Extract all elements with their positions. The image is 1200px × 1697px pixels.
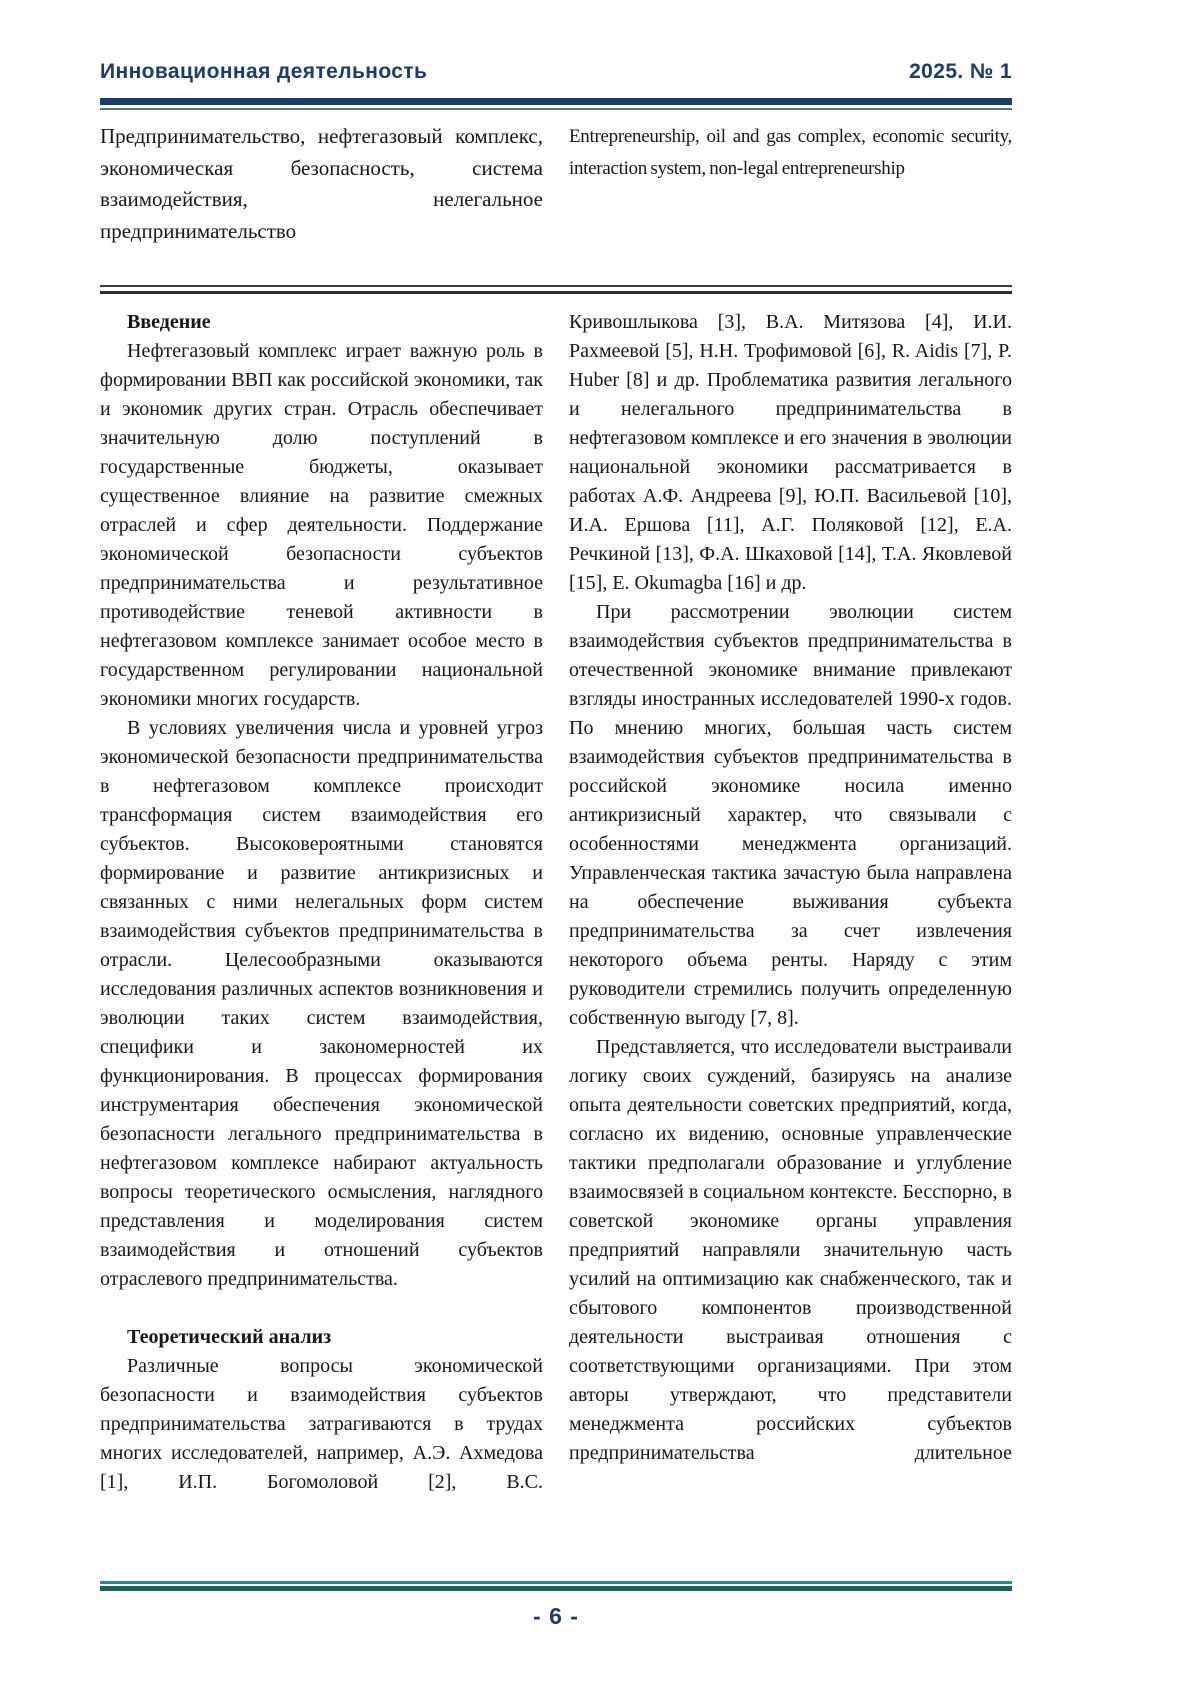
article-body: [100, 308, 1012, 1497]
intro-paragraph-2: В условиях увеличения числа и уровней угроз экономической безопасности предпринимательства в нефтегазовом комплексе происходит трансформация систем взаимодействия его субъектов. Высоковероятными становятся формирование и развитие антикризисных и связанных с ними нелегальных форм систем взаимодействия субъектов предпринимательства в отрасли. Целесообразными оказываются исследования различных аспектов возникновения и эволюции таких систем взаимодействия, специфики и закономерностей их функционирования. В процессах формирования инструментария обеспечения экономической безопасности легального предпринимательства в нефтегазовом комплексе набирают актуальность вопросы теоретического осмысления, наглядного представления и моделирования систем взаимодействия и отношений субъектов отраслевого предпринимательства.: [100, 717, 543, 1290]
page-header: [100, 60, 1012, 84]
evolution-paragraph: При рассмотрении эволюции систем взаимодействия субъектов предпринимательства в отечественной экономике внимание привлекают взгляды иностранных исследователей 1990-х годов. По мнению многих, большая часть систем взаимодействия субъектов предпринимательства в российской экономике носила именно антикризисный характер, что связывали с особенностями менеджмента организаций. Управленческая тактика зачастую была направлена на обеспечение выживания субъекта предпринимательства за счет извлечения некоторого объема ренты. Наряду с этим руководители стремились получить определенную собственную выгоду [7, 8].: [569, 601, 1012, 1029]
issue-number: 2025. № 1: [909, 60, 1012, 83]
references-paragraph: Кривошлыкова [3], В.А. Митязова [4], И.И. Рахмеевой [5], Н.Н. Трофимовой [6], R. Aidis [7], P. Huber [8] и др. Проблематика развития легального и нелегального предпринимательства в нефтегазовом комплексе и его значения в эволюции национальной экономики рассматривается в работах А.Ф. Андреева [9], Ю.П. Васильевой [10], И.А. Ершова [11], А.Г. Поляковой [12], Е.А. Речкиной [13], Ф.А. Шкаховой [14], Т.А. Яковлевой [15], E. Okumagba [16] и др.: [569, 311, 1012, 594]
intro-paragraph-1: Нефтегазовый комплекс играет важную роль в формировании ВВП как российской экономики, так и экономик других стран. Отрасль обеспечивает значительную долю поступлений в государственные бюджеты, оказывает существенное влияние на развитие смежных отраслей и сфер деятельности. Поддержание экономической безопасности субъектов предпринимательства и результативное противодействие теневой активности в нефтегазовом комплексе занимает особое место в государственном регулировании национальной экономики многих государств.: [100, 340, 543, 710]
theory-paragraph-1: Различные вопросы экономической безопасности и взаимодействия субъектов предпринимательства затрагиваются в трудах многих исследователей, например, А.Э. Ахмедова [1], И.П. Богомоловой [2], В.С.: [100, 1355, 543, 1493]
soviet-paragraph: Представляется, что исследователи выстраивали логику своих суждений, базируясь на анализе опыта деятельности советских предприятий, когда, согласно их видению, основные управленческие тактики предполагали образование и углубление взаимосвязей в социальном контексте. Бесспорно, в советской экономике органы управления предприятий направляли значительную часть усилий на оптимизацию как снабженческого, так и сбытового компонентов производственной деятельности выстраивая отношения с соответствующими организациями. При этом авторы утверждают, что представители менеджмента российских субъектов предпринимательства длительное: [569, 1036, 1012, 1464]
journal-title: Инновационная деятельность: [100, 60, 428, 83]
header-rule-thick: [100, 98, 1012, 105]
footer-rule: [100, 1581, 1012, 1591]
footer-rule-thin: [100, 1581, 1012, 1584]
keywords-english: Entrepreneurship, oil and gas complex, economic security, interaction system, non-legal entrepreneurship: [569, 126, 1012, 179]
theory-heading: Теоретический анализ: [127, 1326, 332, 1348]
keywords-divider: [100, 285, 1012, 294]
footer-rule-thick: [100, 1586, 1012, 1591]
introduction-heading: Введение: [127, 311, 211, 333]
header-rule: [100, 98, 1012, 110]
header-rule-thin: [100, 108, 1012, 110]
keywords-section: [100, 121, 1012, 247]
left-column: [100, 308, 543, 1497]
page-number: - 6 -: [533, 1603, 579, 1629]
right-column: [569, 308, 1012, 1497]
keywords-russian: Предпринимательство, нефтегазовый комплекс, экономическая безопасность, система взаимодействия, нелегальное предпринимательство: [100, 124, 543, 243]
